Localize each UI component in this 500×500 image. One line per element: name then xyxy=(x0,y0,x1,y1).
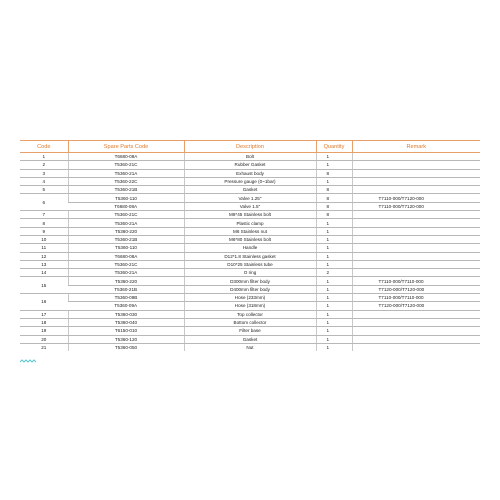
header-spare-parts-code: Spare Parts Code xyxy=(68,141,184,153)
table-row xyxy=(20,318,480,326)
cell-remark xyxy=(352,269,480,277)
table-row xyxy=(20,252,480,260)
cell-code: 7 xyxy=(20,211,68,219)
cell-quantity: 1 xyxy=(316,177,352,185)
cell-description: D400mm filter body xyxy=(184,285,316,293)
header-quantity: Quantity xyxy=(316,141,352,153)
cell-description: D10*25 Stainless tube xyxy=(184,260,316,268)
table-row xyxy=(20,153,480,161)
table-row xyxy=(20,219,480,227)
cell-description: Valve 1.5" xyxy=(184,202,316,210)
cell-remark xyxy=(352,318,480,326)
cell-description: O ring xyxy=(184,269,316,277)
cell-spare-parts-code: T5360-220 xyxy=(68,227,184,235)
cell-remark: T7120-000/T7120-000 xyxy=(352,302,480,310)
header-code: Code xyxy=(20,141,68,153)
cell-remark: T7110-000/T7120-000 xyxy=(352,194,480,202)
cell-quantity: 1 xyxy=(316,235,352,243)
cell-quantity: 1 xyxy=(316,335,352,343)
cell-remark xyxy=(352,310,480,318)
cell-remark xyxy=(352,260,480,268)
table-row xyxy=(20,235,480,243)
cell-code: 5 xyxy=(20,186,68,194)
cell-remark xyxy=(352,327,480,335)
cell-spare-parts-code: T5360-21B xyxy=(68,285,184,293)
cell-spare-parts-code: T5360-040 xyxy=(68,318,184,326)
table-row xyxy=(20,294,480,302)
cell-remark xyxy=(352,211,480,219)
cell-remark xyxy=(352,227,480,235)
cell-remark xyxy=(352,153,480,161)
cell-code: 10 xyxy=(20,235,68,243)
table-row xyxy=(20,169,480,177)
cell-code: 20 xyxy=(20,335,68,343)
cell-spare-parts-code: T5360-110 xyxy=(68,194,184,202)
cell-quantity: 1 xyxy=(316,153,352,161)
table-row xyxy=(20,260,480,268)
cell-description: Top collector xyxy=(184,310,316,318)
cell-remark: T7110-000/T7110-000 xyxy=(352,294,480,302)
cell-description: Handle xyxy=(184,244,316,252)
table-row xyxy=(20,244,480,252)
cell-description: Gasket xyxy=(184,186,316,194)
cell-spare-parts-code: T5360-220 xyxy=(68,277,184,285)
cell-code: 12 xyxy=(20,252,68,260)
cell-code: 3 xyxy=(20,169,68,177)
cell-code: 16 xyxy=(20,294,68,311)
cell-remark xyxy=(352,244,480,252)
cell-code: 8 xyxy=(20,219,68,227)
table-row xyxy=(20,277,480,285)
cell-remark xyxy=(352,186,480,194)
table-row xyxy=(20,186,480,194)
cell-quantity: 2 xyxy=(316,269,352,277)
spare-parts-table xyxy=(20,140,480,351)
cell-description: Rubber Gasket xyxy=(184,161,316,169)
cell-description: Plastic clamp xyxy=(184,219,316,227)
cell-spare-parts-code: T6680-08A xyxy=(68,202,184,210)
cell-spare-parts-code: T5360-21A xyxy=(68,169,184,177)
table-row xyxy=(20,161,480,169)
cell-spare-parts-code: T6680-08A xyxy=(68,153,184,161)
cell-code: 1 xyxy=(20,153,68,161)
cell-quantity: 1 xyxy=(316,244,352,252)
header-description: Description xyxy=(184,141,316,153)
cell-remark xyxy=(352,252,480,260)
cell-description: Filter base xyxy=(184,327,316,335)
cell-quantity: 1 xyxy=(316,302,352,310)
cell-spare-parts-code: T5360-21B xyxy=(68,235,184,243)
cell-remark xyxy=(352,343,480,351)
cell-quantity: 1 xyxy=(316,260,352,268)
cell-description: Pressure gauge (0~1bar) xyxy=(184,177,316,185)
cell-quantity: 8 xyxy=(316,169,352,177)
cell-quantity: 1 xyxy=(316,310,352,318)
cell-quantity: 1 xyxy=(316,252,352,260)
cell-code: 13 xyxy=(20,260,68,268)
cell-code: 17 xyxy=(20,310,68,318)
cell-quantity: 1 xyxy=(316,327,352,335)
table-row xyxy=(20,310,480,318)
cell-spare-parts-code: T5360-120 xyxy=(68,335,184,343)
cell-quantity: 1 xyxy=(316,318,352,326)
cell-description: Gasket xyxy=(184,335,316,343)
cell-remark xyxy=(352,169,480,177)
cell-description: Bolt xyxy=(184,153,316,161)
cell-quantity: 8 xyxy=(316,186,352,194)
table-row xyxy=(20,335,480,343)
cell-remark: T7110-000/T7120-000 xyxy=(352,202,480,210)
cell-spare-parts-code: T5360-21C xyxy=(68,211,184,219)
cell-spare-parts-code: T5360-21C xyxy=(68,161,184,169)
cell-spare-parts-code: T5360-030 xyxy=(68,310,184,318)
cell-code: 14 xyxy=(20,269,68,277)
cell-remark: T7110-000/T7110-000 xyxy=(352,277,480,285)
cell-code: 18 xyxy=(20,318,68,326)
cell-description: D12*1.8 Stainless gasket xyxy=(184,252,316,260)
table-row xyxy=(20,302,480,310)
cell-quantity: 1 xyxy=(316,343,352,351)
cell-spare-parts-code: T5360-09B xyxy=(68,294,184,302)
cell-code: 21 xyxy=(41,344,47,350)
table-row xyxy=(20,211,480,219)
cell-remark xyxy=(352,235,480,243)
cell-quantity: 8 xyxy=(316,211,352,219)
table-row xyxy=(20,202,480,210)
cell-remark xyxy=(352,335,480,343)
cell-remark: T7120-000/T7120-000 xyxy=(352,285,480,293)
table-row xyxy=(20,227,480,235)
cell-spare-parts-code: T5360-21A xyxy=(68,269,184,277)
cell-description: M6 Stainless nut xyxy=(184,227,316,235)
corner-mark-icon xyxy=(20,359,38,363)
cell-code: 11 xyxy=(20,244,68,252)
cell-description: Valve 1.25" xyxy=(184,194,316,202)
cell-quantity: 8 xyxy=(316,202,352,210)
cell-spare-parts-code: T5360-21A xyxy=(68,219,184,227)
cell-remark xyxy=(352,161,480,169)
cell-description: Exhaust body xyxy=(184,169,316,177)
cell-description: M8*45 Stainless bolt xyxy=(184,211,316,219)
cell-code: 2 xyxy=(20,161,68,169)
cell-spare-parts-code: T5360-110 xyxy=(68,244,184,252)
cell-description: M6*80 Stainless bolt xyxy=(184,235,316,243)
cell-code: 9 xyxy=(20,227,68,235)
table-row xyxy=(20,194,480,202)
cell-quantity: 1 xyxy=(316,227,352,235)
cell-spare-parts-code: T6150-010 xyxy=(68,327,184,335)
cell-quantity: 1 xyxy=(316,285,352,293)
table-row xyxy=(20,177,480,185)
cell-quantity: 8 xyxy=(316,194,352,202)
cell-code: 4 xyxy=(20,177,68,185)
cell-description: Bottom collector xyxy=(184,318,316,326)
cell-remark xyxy=(352,177,480,185)
cell-spare-parts-code: T5360-21C xyxy=(68,260,184,268)
table-row xyxy=(20,285,480,293)
cell-code: 15 xyxy=(20,277,68,294)
cell-remark xyxy=(352,219,480,227)
cell-spare-parts-code: T5360-21B xyxy=(68,186,184,194)
table-row xyxy=(20,327,480,335)
table-row xyxy=(20,343,480,351)
cell-spare-parts-code: T5360-050 xyxy=(68,343,184,351)
cell-description: Hose (318mm) xyxy=(184,302,316,310)
cell-spare-parts-code: T5360-22C xyxy=(68,177,184,185)
cell-description: Nut xyxy=(184,343,316,351)
cell-quantity: 1 xyxy=(316,294,352,302)
cell-description: Hose (233mm) xyxy=(184,294,316,302)
table-body xyxy=(20,153,480,352)
table-header-row xyxy=(20,141,480,153)
cell-quantity: 1 xyxy=(316,161,352,169)
cell-code: 19 xyxy=(20,327,68,335)
header-remark: Remark xyxy=(352,141,480,153)
cell-quantity: 1 xyxy=(316,277,352,285)
table-row xyxy=(20,269,480,277)
cell-spare-parts-code: T5360-09A xyxy=(68,302,184,310)
cell-spare-parts-code: T6680-08A xyxy=(68,252,184,260)
cell-quantity: 1 xyxy=(316,219,352,227)
cell-code: 6 xyxy=(20,194,68,211)
cell-description: D300mm filter body xyxy=(184,277,316,285)
